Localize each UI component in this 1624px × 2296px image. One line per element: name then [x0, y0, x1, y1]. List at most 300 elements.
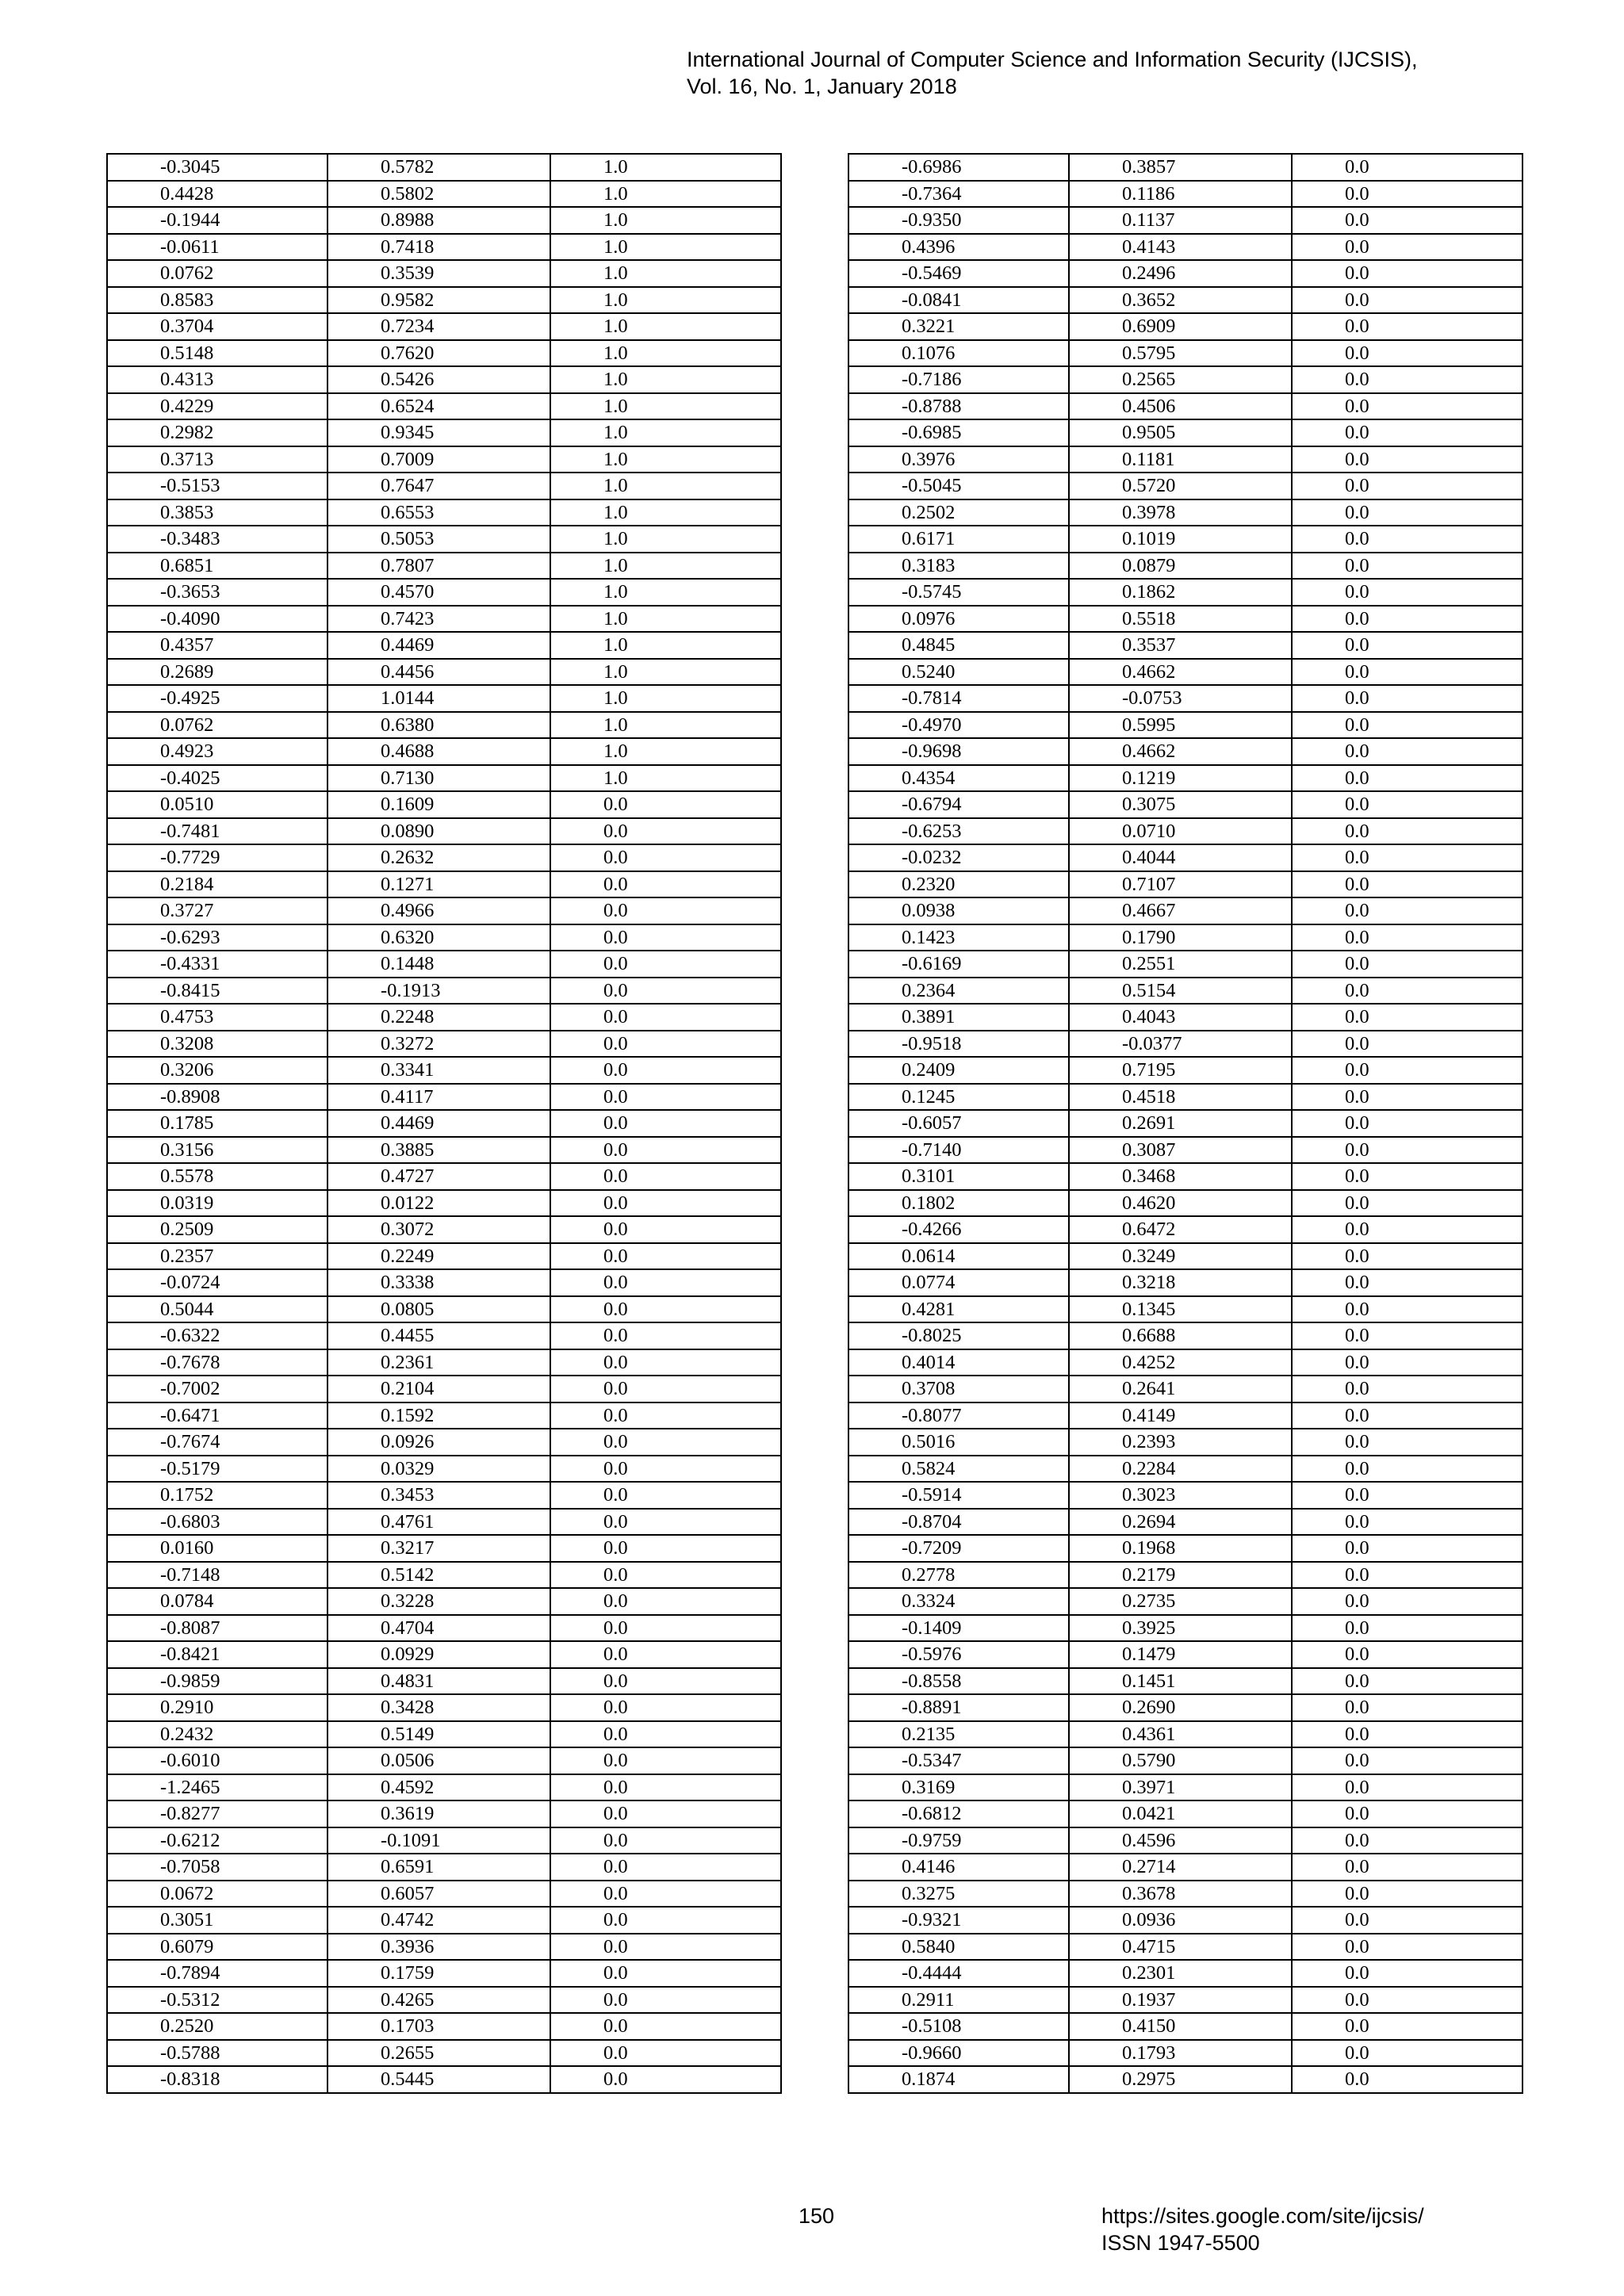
table-cell: -0.6293 [107, 924, 327, 951]
table-cell: 1.0 [550, 738, 781, 765]
table-row [848, 419, 1522, 446]
table-cell: 0.0710 [1069, 818, 1292, 845]
table-row [107, 1084, 781, 1111]
table-cell: 0.9505 [1069, 419, 1292, 446]
table-cell: -0.8558 [848, 1668, 1069, 1695]
table-cell: 0.0 [1292, 2013, 1522, 2040]
table-cell: 0.0 [550, 1269, 781, 1296]
table-row [107, 446, 781, 473]
table-cell: 1.0 [550, 419, 781, 446]
table-cell: 0.4014 [848, 1349, 1069, 1376]
table-cell: 0.1019 [1069, 526, 1292, 553]
table-cell: 0.4753 [107, 1004, 327, 1031]
table-cell: -0.6212 [107, 1827, 327, 1854]
table-row [107, 1296, 781, 1323]
table-cell: -0.6985 [848, 419, 1069, 446]
table-row [107, 2013, 781, 2040]
table-cell: 0.4265 [327, 1987, 550, 2014]
table-cell: -0.8421 [107, 1641, 327, 1668]
table-row [848, 181, 1522, 208]
table-cell: -0.6057 [848, 1110, 1069, 1137]
table-cell: 0.0 [1292, 1322, 1522, 1349]
table-row [848, 1163, 1522, 1190]
table-cell: 0.6079 [107, 1934, 327, 1961]
table-row [107, 499, 781, 526]
table-row [848, 1800, 1522, 1827]
table-cell: 0.0 [550, 1774, 781, 1801]
table-cell: 0.0 [550, 1747, 781, 1774]
table-cell: 0.2496 [1069, 260, 1292, 287]
table-cell: 0.3453 [327, 1482, 550, 1509]
table-cell: 0.1181 [1069, 446, 1292, 473]
table-cell: 0.0 [550, 1854, 781, 1881]
table-cell: 0.3221 [848, 313, 1069, 340]
table-cell: 0.0 [550, 1694, 781, 1721]
table-cell: 0.0 [1292, 181, 1522, 208]
table-row [107, 2066, 781, 2093]
table-row [848, 871, 1522, 898]
table-row [107, 2040, 781, 2067]
table-cell: -0.6471 [107, 1402, 327, 1429]
table-cell: 1.0 [550, 287, 781, 314]
table-cell: 0.1802 [848, 1190, 1069, 1217]
table-row [848, 1482, 1522, 1509]
table-cell: 0.1592 [327, 1402, 550, 1429]
table-cell: 0.5720 [1069, 473, 1292, 499]
table-cell: -0.3483 [107, 526, 327, 553]
table-cell: 0.5240 [848, 659, 1069, 686]
table-cell: 0.2393 [1069, 1429, 1292, 1456]
table-row [848, 951, 1522, 978]
table-cell: 0.3217 [327, 1535, 550, 1562]
table-cell: -0.7058 [107, 1854, 327, 1881]
table-cell: 0.0 [1292, 1509, 1522, 1536]
table-cell: 0.6553 [327, 499, 550, 526]
table-cell: 0.3208 [107, 1031, 327, 1058]
table-cell: -0.6812 [848, 1800, 1069, 1827]
table-cell: 0.2249 [327, 1243, 550, 1270]
table-cell: 0.0510 [107, 791, 327, 818]
table-cell: 0.0 [550, 1509, 781, 1536]
table-cell: 0.9582 [327, 287, 550, 314]
table-cell: 0.4518 [1069, 1084, 1292, 1111]
table-cell: 0.0 [1292, 260, 1522, 287]
table-cell: 0.3652 [1069, 287, 1292, 314]
table-row [107, 313, 781, 340]
table-row [848, 1376, 1522, 1402]
table-cell: 0.0 [1292, 1057, 1522, 1084]
table-cell: 0.0938 [848, 897, 1069, 924]
table-cell: 0.0 [1292, 1296, 1522, 1323]
table-cell: 0.0 [1292, 1562, 1522, 1589]
table-cell: -0.5312 [107, 1987, 327, 2014]
table-cell: 0.8988 [327, 207, 550, 234]
table-cell: -0.8891 [848, 1694, 1069, 1721]
table-cell: 0.3338 [327, 1269, 550, 1296]
table-cell: 0.0 [550, 1668, 781, 1695]
table-cell: 0.5154 [1069, 978, 1292, 1004]
table-cell: -0.6322 [107, 1322, 327, 1349]
table-row [107, 712, 781, 739]
table-row [848, 499, 1522, 526]
table-cell: 0.0 [1292, 1243, 1522, 1270]
table-cell: 0.4146 [848, 1854, 1069, 1881]
table-cell: 0.2910 [107, 1694, 327, 1721]
table-row [848, 1084, 1522, 1111]
table-cell: 0.6171 [848, 526, 1069, 553]
table-cell: 0.0 [1292, 2066, 1522, 2093]
table-cell: -0.5045 [848, 473, 1069, 499]
table-cell: 0.0 [550, 1163, 781, 1190]
table-row [848, 473, 1522, 499]
table-cell: 0.0 [1292, 1881, 1522, 1908]
table-cell: 0.0672 [107, 1881, 327, 1908]
table-cell: -0.0724 [107, 1269, 327, 1296]
table-row [848, 1509, 1522, 1536]
table-cell: 0.0 [550, 2066, 781, 2093]
table-cell: 0.2361 [327, 1349, 550, 1376]
table-row [107, 1774, 781, 1801]
table-row [107, 1509, 781, 1536]
table-cell: 0.4715 [1069, 1934, 1292, 1961]
table-cell: 0.2248 [327, 1004, 550, 1031]
table-row [848, 313, 1522, 340]
table-cell: 0.0 [550, 1800, 781, 1827]
table-cell: 0.0 [1292, 1376, 1522, 1402]
table-cell: 0.0 [550, 1987, 781, 2014]
table-row [848, 1615, 1522, 1642]
table-cell: -0.7674 [107, 1429, 327, 1456]
table-cell: 0.7234 [327, 313, 550, 340]
table-cell: 0.0 [550, 1110, 781, 1137]
table-cell: 1.0 [550, 526, 781, 553]
table-cell: 1.0 [550, 393, 781, 420]
data-table-left [106, 153, 782, 2094]
table-cell: 0.4396 [848, 234, 1069, 261]
table-cell: -0.0377 [1069, 1031, 1292, 1058]
table-cell: 0.2551 [1069, 951, 1292, 978]
table-cell: 0.0879 [1069, 553, 1292, 580]
table-cell: 0.3857 [1069, 154, 1292, 181]
table-row [848, 897, 1522, 924]
table-cell: -0.4266 [848, 1216, 1069, 1243]
table-cell: 0.0 [1292, 1429, 1522, 1456]
table-row [848, 1827, 1522, 1854]
table-cell: 0.2357 [107, 1243, 327, 1270]
table-cell: -0.0841 [848, 287, 1069, 314]
table-cell: 0.1793 [1069, 2040, 1292, 2067]
table-cell: 0.1752 [107, 1482, 327, 1509]
table-cell: -0.8025 [848, 1322, 1069, 1349]
table-cell: -0.1409 [848, 1615, 1069, 1642]
table-row [107, 1800, 781, 1827]
table-row [107, 260, 781, 287]
table-cell: 0.0 [550, 1934, 781, 1961]
table-cell: 0.0 [1292, 712, 1522, 739]
table-cell: -0.4025 [107, 765, 327, 792]
table-cell: -0.9660 [848, 2040, 1069, 2067]
table-cell: 0.5426 [327, 366, 550, 393]
table-cell: 0.3072 [327, 1216, 550, 1243]
table-cell: 1.0 [550, 234, 781, 261]
table-cell: 0.4923 [107, 738, 327, 765]
table-row [848, 1296, 1522, 1323]
table-cell: 0.4596 [1069, 1827, 1292, 1854]
table-cell: 0.6688 [1069, 1322, 1292, 1349]
table-cell: -0.1091 [327, 1827, 550, 1854]
table-cell: 0.0 [1292, 1588, 1522, 1615]
table-row [107, 1190, 781, 1217]
table-cell: 1.0 [550, 181, 781, 208]
table-cell: 0.5802 [327, 181, 550, 208]
table-cell: 0.0 [550, 1243, 781, 1270]
table-cell: 1.0 [550, 765, 781, 792]
table-cell: 0.0762 [107, 260, 327, 287]
table-row [848, 1854, 1522, 1881]
table-cell: 0.7418 [327, 234, 550, 261]
table-row [848, 1694, 1522, 1721]
table-cell: 0.4469 [327, 1110, 550, 1137]
table-row [848, 1243, 1522, 1270]
table-cell: 0.0319 [107, 1190, 327, 1217]
table-cell: 0.0 [1292, 1031, 1522, 1058]
table-cell: 0.0 [1292, 738, 1522, 765]
table-cell: 1.0 [550, 154, 781, 181]
table-cell: 0.0 [1292, 1987, 1522, 2014]
table-cell: 0.2778 [848, 1562, 1069, 1589]
table-cell: -0.9518 [848, 1031, 1069, 1058]
table-row [107, 1535, 781, 1562]
table-row [107, 1615, 781, 1642]
table-row [848, 1322, 1522, 1349]
table-cell: 0.0 [550, 791, 781, 818]
table-cell: 0.0 [1292, 1110, 1522, 1137]
table-cell: 0.0 [1292, 1854, 1522, 1881]
table-row [107, 1137, 781, 1164]
table-cell: 0.4845 [848, 632, 1069, 659]
table-cell: 0.0 [550, 1456, 781, 1483]
table-cell: 0.0 [1292, 1721, 1522, 1748]
table-row [107, 951, 781, 978]
table-row [107, 579, 781, 606]
table-cell: 0.2502 [848, 499, 1069, 526]
table-cell: -0.4090 [107, 606, 327, 633]
table-cell: 0.0774 [848, 1269, 1069, 1296]
table-cell: 0.0784 [107, 1588, 327, 1615]
table-cell: 1.0 [550, 606, 781, 633]
table-cell: 0.3272 [327, 1031, 550, 1058]
table-cell: 0.3936 [327, 1934, 550, 1961]
table-cell: 0.4149 [1069, 1402, 1292, 1429]
table-cell: -1.2465 [107, 1774, 327, 1801]
journal-header [687, 46, 1417, 100]
table-cell: 0.1186 [1069, 181, 1292, 208]
table-row [107, 473, 781, 499]
table-row [107, 1243, 781, 1270]
table-cell: 0.0 [550, 1084, 781, 1111]
table-row [848, 579, 1522, 606]
table-row [107, 1322, 781, 1349]
table-cell: 0.2911 [848, 1987, 1069, 2014]
table-cell: -0.7186 [848, 366, 1069, 393]
table-cell: 0.1245 [848, 1084, 1069, 1111]
table-cell: 0.5578 [107, 1163, 327, 1190]
table-cell: 0.3228 [327, 1588, 550, 1615]
table-cell: 0.6057 [327, 1881, 550, 1908]
table-row [107, 632, 781, 659]
table-cell: 0.5840 [848, 1934, 1069, 1961]
table-cell: 0.0 [1292, 1694, 1522, 1721]
table-cell: 0.0 [1292, 207, 1522, 234]
table-row [848, 553, 1522, 580]
table-cell: 0.3275 [848, 1881, 1069, 1908]
table-cell: 0.0976 [848, 606, 1069, 633]
table-cell: 0.2714 [1069, 1854, 1292, 1881]
table-row [848, 1588, 1522, 1615]
table-cell: 0.5016 [848, 1429, 1069, 1456]
table-cell: 0.5824 [848, 1456, 1069, 1483]
table-cell: -0.7678 [107, 1349, 327, 1376]
table-row [848, 765, 1522, 792]
table-cell: 0.0 [550, 818, 781, 845]
table-cell: 0.4667 [1069, 897, 1292, 924]
table-row [107, 1668, 781, 1695]
table-cell: 1.0 [550, 685, 781, 712]
table-cell: 0.0 [550, 2040, 781, 2067]
table-row [107, 924, 781, 951]
table-cell: 0.0 [1292, 1084, 1522, 1111]
table-row [848, 1456, 1522, 1483]
table-cell: 0.7647 [327, 473, 550, 499]
table-cell: 0.0 [1292, 154, 1522, 181]
table-cell: 0.5795 [1069, 340, 1292, 367]
table-cell: -0.7729 [107, 844, 327, 871]
table-cell: 0.0 [1292, 499, 1522, 526]
table-row [107, 1376, 781, 1402]
table-cell: 0.1448 [327, 951, 550, 978]
table-cell: -0.3045 [107, 154, 327, 181]
table-cell: 0.0 [1292, 1456, 1522, 1483]
table-cell: 0.0929 [327, 1641, 550, 1668]
table-row [107, 1004, 781, 1031]
table-cell: 0.0 [550, 1960, 781, 1987]
table-cell: 0.3324 [848, 1588, 1069, 1615]
table-cell: 0.0 [1292, 366, 1522, 393]
table-cell: 0.4469 [327, 632, 550, 659]
table-row [848, 1269, 1522, 1296]
table-cell: 1.0 [550, 659, 781, 686]
table-cell: 0.0 [1292, 1216, 1522, 1243]
table-cell: -0.8077 [848, 1402, 1069, 1429]
table-row [107, 818, 781, 845]
table-cell: -0.9350 [848, 207, 1069, 234]
table-cell: 0.0 [1292, 897, 1522, 924]
table-cell: -0.4925 [107, 685, 327, 712]
table-cell: 0.4662 [1069, 738, 1292, 765]
table-row [107, 1588, 781, 1615]
table-cell: 0.1785 [107, 1110, 327, 1137]
table-cell: 0.4620 [1069, 1190, 1292, 1217]
table-cell: 0.0 [1292, 659, 1522, 686]
journal-volume: Vol. 16, No. 1, January 2018 [687, 75, 957, 98]
table-cell: 0.3023 [1069, 1482, 1292, 1509]
table-row [848, 526, 1522, 553]
table-cell: 0.1703 [327, 2013, 550, 2040]
table-cell: -0.7209 [848, 1535, 1069, 1562]
table-cell: 0.4742 [327, 1907, 550, 1934]
table-cell: 0.0 [550, 1216, 781, 1243]
table-cell: 0.6591 [327, 1854, 550, 1881]
table-cell: 0.5044 [107, 1296, 327, 1323]
table-cell: 0.4966 [327, 897, 550, 924]
table-cell: 0.0 [550, 951, 781, 978]
table-row [848, 2013, 1522, 2040]
table-cell: 0.0 [550, 1190, 781, 1217]
table-row [848, 1535, 1522, 1562]
table-row [848, 685, 1522, 712]
table-row [848, 659, 1522, 686]
table-row [107, 287, 781, 314]
table-row [107, 419, 781, 446]
table-cell: 0.0 [1292, 765, 1522, 792]
table-cell: 0.0 [1292, 393, 1522, 420]
table-row [107, 1934, 781, 1961]
table-cell: 1.0 [550, 632, 781, 659]
table-cell: 0.3925 [1069, 1615, 1292, 1642]
table-row [107, 1163, 781, 1190]
table-cell: -0.8788 [848, 393, 1069, 420]
table-cell: 0.0421 [1069, 1800, 1292, 1827]
table-row [107, 1456, 781, 1483]
table-cell: 0.0 [1292, 1163, 1522, 1190]
table-row [107, 1482, 781, 1509]
table-row [107, 1907, 781, 1934]
table-cell: 0.2975 [1069, 2066, 1292, 2093]
footer-issn: ISSN 1947-5500 [1101, 2231, 1260, 2255]
table-row [107, 1747, 781, 1774]
table-row [107, 659, 781, 686]
table-cell: 0.1874 [848, 2066, 1069, 2093]
table-cell: 0.0890 [327, 818, 550, 845]
table-cell: 0.4117 [327, 1084, 550, 1111]
table-cell: -0.8318 [107, 2066, 327, 2093]
table-cell: 0.1862 [1069, 579, 1292, 606]
table-cell: 0.4831 [327, 1668, 550, 1695]
page-number: 150 [799, 2204, 835, 2228]
table-cell: 0.0 [1292, 313, 1522, 340]
table-cell: -0.5745 [848, 579, 1069, 606]
table-cell: 1.0 [550, 207, 781, 234]
table-cell: 0.7620 [327, 340, 550, 367]
table-cell: 0.3468 [1069, 1163, 1292, 1190]
table-cell: -0.9759 [848, 1827, 1069, 1854]
table-row [848, 207, 1522, 234]
table-cell: 0.0 [1292, 1827, 1522, 1854]
table-cell: -0.7140 [848, 1137, 1069, 1164]
table-row [848, 1562, 1522, 1589]
table-cell: 0.5142 [327, 1562, 550, 1589]
table-cell: 0.1937 [1069, 1987, 1292, 2014]
table-cell: 0.2520 [107, 2013, 327, 2040]
table-row [848, 1668, 1522, 1695]
table-cell: 0.0 [1292, 340, 1522, 367]
table-cell: 0.0 [550, 1376, 781, 1402]
table-cell: 0.3341 [327, 1057, 550, 1084]
table-cell: -0.8415 [107, 978, 327, 1004]
table-cell: 0.0 [550, 1881, 781, 1908]
table-cell: -0.6010 [107, 1747, 327, 1774]
table-row [848, 393, 1522, 420]
